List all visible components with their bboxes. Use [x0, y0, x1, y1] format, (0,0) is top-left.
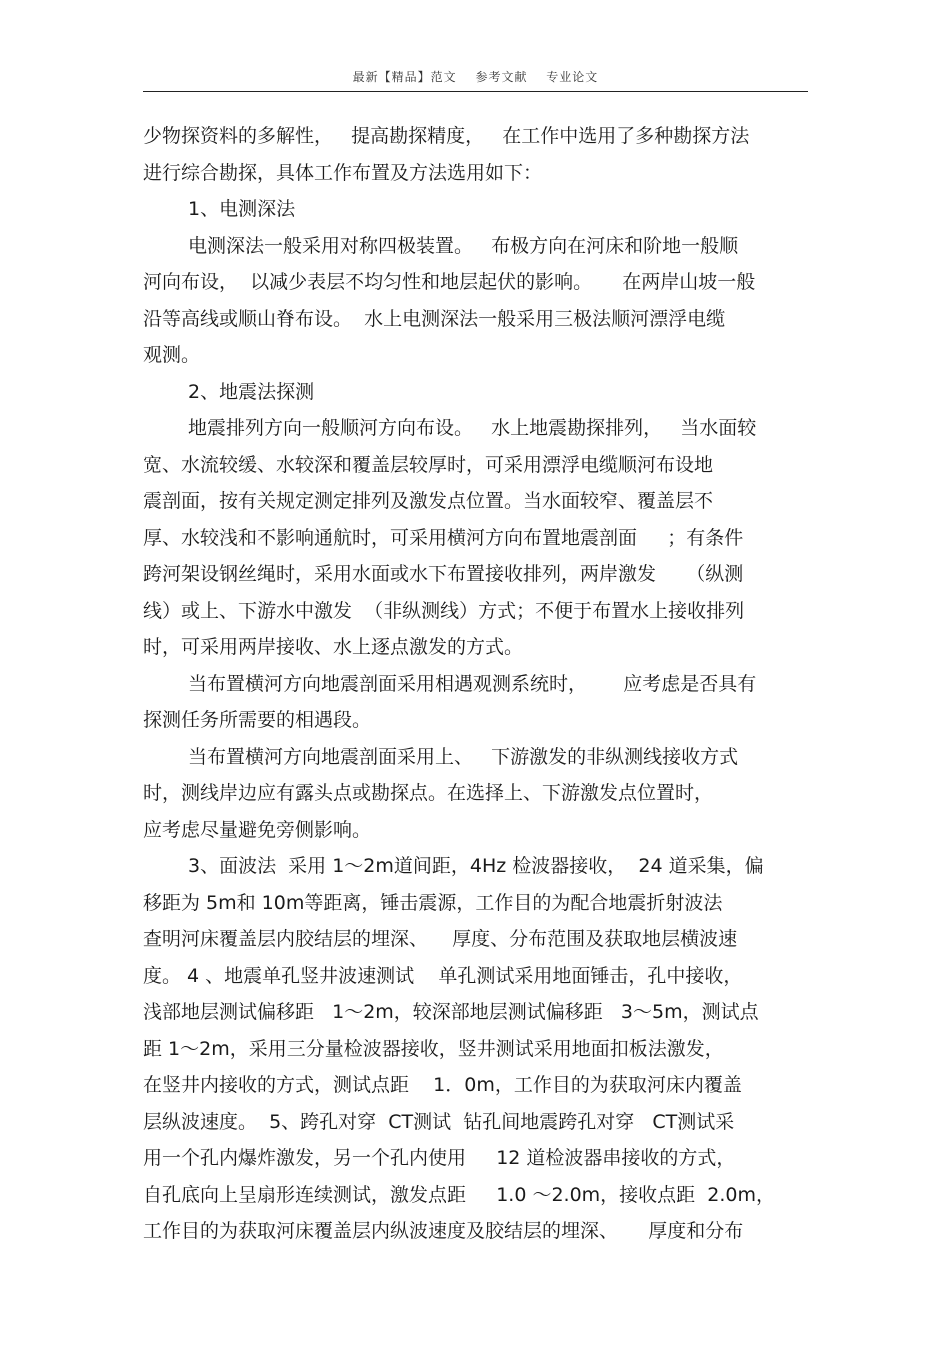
text-line: 跨河架设钢丝绳时，采用水面或水下布置接收排列，两岸激发 （纵测 [143, 563, 744, 585]
text-line: 距 1～2m，采用三分量检波器接收，竖井测试采用地面扣板法激发， [143, 1037, 724, 1060]
text-line: 地震排列方向一般顺河方向布设。 水上地震勘探排列， 当水面较 [188, 417, 757, 439]
text-line: 自孔底向上呈扇形连续测试，激发点距 1.0 ～2.0m，接收点距 2.0m， [143, 1183, 775, 1206]
text-line: 少物探资料的多解性， 提高勘探精度， 在工作中选用了多种勘探方法 [143, 125, 750, 147]
text-line: 层纵波速度。 5、跨孔对穿 CT测试 钻孔间地震跨孔对穿 CT测试采 [143, 1110, 735, 1133]
text-line: 用一个孔内爆炸激发，另一个孔内使用 12 道检波器串接收的方式， [143, 1147, 736, 1169]
text-line: 电测深法一般采用对称四极装置。 布极方向在河床和阶地一般顺 [188, 234, 739, 257]
text-line: 时，可采用两岸接收、水上逐点激发的方式。 [143, 636, 524, 658]
text-line: 2、地震法探测 [188, 380, 315, 403]
text-line: 线）或上、下游水中激发 （非纵测线）方式；不便于布置水上接收排列 [143, 599, 745, 622]
text-line: 河向布设， 以减少表层不均匀性和地层起伏的影响。 在两岸山坡一般 [143, 271, 756, 293]
text-line: 当布置横河方向地震剖面采用上、 下游激发的非纵测线接收方式 [188, 745, 739, 768]
text-line: 沿等高线或顺山脊布设。 水上电测深法一般采用三极法顺河漂浮电缆 [143, 307, 726, 330]
text-line: 进行综合勘探，具体工作布置及方法选用如下： [143, 161, 543, 184]
text-line: 3、面波法 采用 1～2m道间距，4Hz 检波器接收， 24 道采集，偏 [188, 855, 764, 877]
text-line: 厚、水较浅和不影响通航时，可采用横河方向布置地震剖面 ；有条件 [143, 526, 744, 549]
text-line: 震剖面，按有关规定测定排列及激发点位置。当水面较窄、覆盖层不 [143, 490, 714, 512]
text-line: 应考虑尽量避免旁侧影响。 [143, 818, 372, 841]
page-header: 最新【精品】范文 参考文献 专业论文 [352, 70, 599, 84]
text-line: 移距为 5m和 10m等距离，锤击震源，工作目的为配合地震折射波法 [143, 891, 723, 914]
text-line: 工作目的为获取河床覆盖层内纵波速度及胶结层的埋深、 厚度和分布 [143, 1220, 744, 1242]
text-line: 浅部地层测试偏移距 1～2m，较深部地层测试偏移距 3～5m，测试点 [143, 1001, 759, 1023]
text-line: 1、电测深法 [188, 198, 296, 220]
text-line: 宽、水流较缓、水较深和覆盖层较厚时，可采用漂浮电缆顺河布设地 [143, 453, 714, 476]
text-line: 在竖井内接收的方式，测试点距 1．0m，工作目的为获取河床内覆盖 [143, 1074, 742, 1096]
text-line: 度。 4 、地震单孔竖井波速测试 单孔测试采用地面锤击，孔中接收， [143, 964, 743, 987]
text-line: 时，测线岸边应有露头点或勘探点。在选择上、下游激发点位置时， [143, 782, 714, 804]
text-line: 查明河床覆盖层内胶结层的埋深、 厚度、分布范围及获取地层横波速 [143, 928, 738, 950]
text-line: 当布置横河方向地震剖面采用相遇观测系统时， 应考虑是否具有 [188, 672, 757, 695]
header-divider [143, 91, 808, 92]
body-text [143, 118, 808, 1250]
text-line: 探测任务所需要的相遇段。 [143, 709, 372, 731]
text-line: 观测。 [143, 344, 201, 366]
